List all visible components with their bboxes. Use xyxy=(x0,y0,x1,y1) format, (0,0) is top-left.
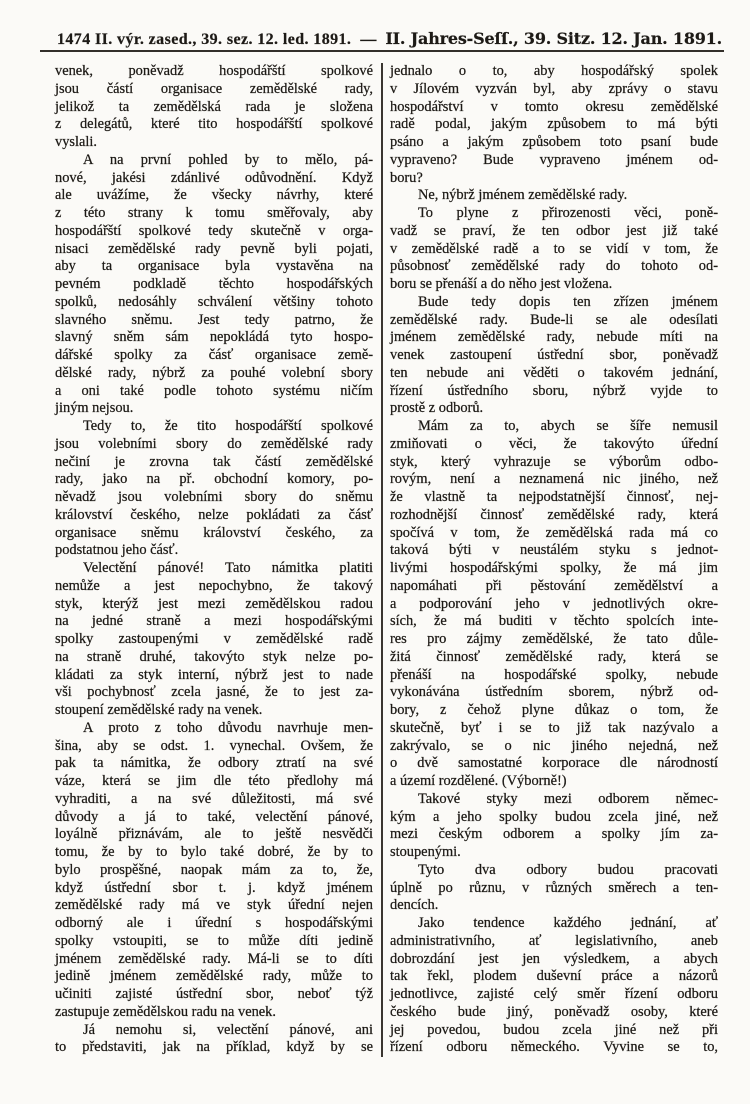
text-line: českého bude jiný, poněvadž osoby, které xyxy=(390,1003,718,1020)
text-line: bory, z čehož plyne důkaz o tom, že xyxy=(390,702,718,718)
paragraph xyxy=(55,418,373,560)
text-line: aby ta organisace byla vystavěna na xyxy=(55,258,373,275)
text-line: dělské rady, nýbrž za pouhé volební sbory xyxy=(55,364,373,381)
text-line: řízení odboru německého. Vyvine se to, xyxy=(390,1039,718,1056)
text-line: a území rozdělené. (Výborně!) xyxy=(390,773,567,789)
text-line: hospodářství v tomto okresu zemědělské xyxy=(390,98,718,115)
text-line: res pro zájmy zemědělské, že tato důle- xyxy=(390,631,718,647)
text-line: Mám za to, abych se šíře nemusil xyxy=(418,418,718,434)
text-line: bylo prospěšné, naopak mám za to, že, xyxy=(55,861,373,878)
text-line: učiniti zajisté ústřední sbor, neboť týž xyxy=(55,986,373,1002)
paragraph xyxy=(390,63,718,187)
text-line: z této strany k tomu směřovaly, aby xyxy=(55,205,373,221)
text-line: že vlastně ta nejpodstatnější činnosť, nej- xyxy=(390,489,718,505)
text-line: organisace sněmu království českého, za xyxy=(55,524,373,541)
text-line: zastupuje zemědělskou radu na venek. xyxy=(55,1003,276,1020)
text-line: království českého, nelze pokládati za čásť xyxy=(55,506,373,523)
text-line: tak řekl, plodem duševní práce a názorů xyxy=(390,968,718,985)
text-line: spolků, nedosáhly schválení většiny tohoto xyxy=(55,293,373,310)
text-line: nisaci zemědělské rady pevně byli pojati, xyxy=(55,240,373,257)
header-german-session-info: II. Jahres-Seſſ., 39. Sitz. 12. Jan. 1891. xyxy=(385,29,722,48)
paragraph xyxy=(55,63,373,152)
text-line: jej povedou, budou zcela jiné než při xyxy=(390,1021,718,1038)
text-line: nečiní je zrovna tak částí zemědělské xyxy=(55,453,373,470)
text-line: jménem zemědělské rady. Má-li se to díti xyxy=(55,950,373,967)
text-line: Bude tedy dopis ten zřízen jménem xyxy=(418,293,718,310)
text-line: úplně po různu, v různých směrech a ten- xyxy=(390,879,718,896)
text-line: vykonávána ústředním sborem, nýbrž od- xyxy=(390,684,718,701)
text-line: sích, že má buditi v těchto spolcích inte- xyxy=(390,613,718,630)
text-line: důvody a já to také, velectění pánové, xyxy=(55,808,373,825)
paragraph xyxy=(390,294,718,418)
text-line: vadž se praví, že ten odbor jest již také xyxy=(390,222,718,239)
text-line: kým a jeho spolky budou zcela jiné, než xyxy=(390,808,718,825)
header-czech-session-info: 1474 II. výr. zased., 39. sez. 12. led. 1891. xyxy=(57,31,352,48)
text-line: kládati za styk interní, nýbrž jest to nade xyxy=(55,666,373,683)
text-line: něvadž jsou volebními sbory do sněmu xyxy=(55,489,373,505)
text-line: napomáhati při pěstování zemědělství a xyxy=(390,577,718,594)
text-line: Velectění pánové! Tato námitka platiti xyxy=(83,560,373,576)
text-line: taková býti v neustálém styku s jednot- xyxy=(390,542,718,559)
text-line: přenáší na hospodářské spolky, nebude xyxy=(390,666,718,683)
text-line: Takové styky mezi odborem němec- xyxy=(418,790,718,807)
text-line: jsou volebními sbory do zemědělské rady xyxy=(55,435,373,452)
text-line: hospodářští spolkové tedy skutečně v orga- xyxy=(55,222,373,239)
text-line: stoupenými. xyxy=(390,844,461,860)
text-line: A proto z toho důvodu navrhuje men- xyxy=(83,719,373,736)
header-rule xyxy=(40,50,724,52)
text-line: a oni také podle tohoto systému ničím xyxy=(55,382,373,399)
text-line: to představiti, jak na příklad, když by se xyxy=(55,1039,373,1056)
text-line: loyálně přiznávám, ale to ještě nesvědči xyxy=(55,826,373,843)
text-line: a podporování jeho v jednotlivých okre- xyxy=(390,595,718,612)
paragraph xyxy=(55,1022,373,1058)
text-line: livými hospodářskými spolky, že má jim xyxy=(390,560,718,576)
text-line: Já nemohu si, velectění pánové, ani xyxy=(83,1021,373,1038)
text-line: žitá činnosť zemědělské rady, která se xyxy=(390,648,718,665)
text-line: zmiňovati o věci, že takovýto úřední xyxy=(390,435,718,452)
paragraph xyxy=(55,720,373,1022)
text-line: jedině jménem zemědělské rady, může to xyxy=(55,968,373,985)
text-line: nemůže a jest nepochybno, že takový xyxy=(55,577,373,594)
text-line: dářské spolky za čásť organisace země- xyxy=(55,347,373,363)
text-line: odborný ale i úřední s hospodářskými xyxy=(55,915,373,931)
text-line: zemědělské rady má ve styk úřední nejen xyxy=(55,897,373,914)
text-line: To plyne z přirozenosti věci, poně- xyxy=(418,205,718,221)
text-line: prostě z odborů. xyxy=(390,400,484,417)
text-line: Ne, nýbrž jménem zemědělské rady. xyxy=(418,187,628,204)
text-line: slavného sněmu. Jest tedy patrno, že xyxy=(55,311,373,328)
text-line: skutečně, byť i se to již tak nazývalo a xyxy=(390,719,718,736)
text-line: boru se přenáší a do něho jest vložena. xyxy=(390,276,613,292)
header-separator-dash: — xyxy=(360,31,377,48)
text-line: vyhraditi, a na své důležitosti, má své xyxy=(55,790,373,807)
text-line: zemědělské rady. Bude-li se ale odesílati xyxy=(390,311,718,328)
page-header xyxy=(57,29,722,49)
paragraph xyxy=(390,791,718,862)
text-line: vši pochybnosť zcela jasné, že to jest za- xyxy=(55,684,373,701)
text-line: stoupení zemědělské rady na venek. xyxy=(55,702,263,718)
text-line: z delegátů, které tito hospodářští spolkové xyxy=(55,116,373,133)
text-line: venek, poněvadž hospodářští spolkové xyxy=(55,63,373,79)
text-line: nové, jakési zdánlivé odůvodnění. Když xyxy=(55,169,373,186)
text-columns xyxy=(55,63,718,1057)
text-line: vyslali. xyxy=(55,134,97,150)
paragraph xyxy=(390,205,718,294)
text-line: tomu, že by to bylo také dobré, že by to xyxy=(55,844,373,860)
text-line: jiným nejsou. xyxy=(55,400,134,417)
paragraph xyxy=(390,418,718,791)
paragraph xyxy=(390,187,718,205)
text-line: v zemědělské radě a to se vidí v tom, že xyxy=(390,240,718,257)
text-line: dobrozdání jest jen výsledkem, a abych xyxy=(390,950,718,967)
paragraph xyxy=(55,560,373,720)
text-line: styk, který vyhrazuje se výborům odbo- xyxy=(390,453,718,470)
text-line: boru? xyxy=(390,169,423,186)
column-divider-rule xyxy=(381,63,383,1057)
text-line: podstatnou jeho čásť. xyxy=(55,542,179,559)
paragraph xyxy=(55,152,373,418)
text-line: venek zastoupení ústřední sbor, poněvadž xyxy=(390,347,718,363)
text-line: řízení ústředního sboru, nýbrž vyjde to xyxy=(390,382,718,399)
text-line: na straně druhé, takovýto styk nelze po- xyxy=(55,648,373,665)
text-line: Tyto dva odbory budou pracovati xyxy=(418,861,718,878)
text-line: spolky zastoupenými v zemědělské radě xyxy=(55,631,373,647)
text-line: A na první pohled by to mělo, pá- xyxy=(83,151,373,168)
text-line: pak ta námitka, že odbory ztratí na své xyxy=(55,755,373,772)
text-line: váze, která se jim dle této předlohy má xyxy=(55,773,373,789)
text-line: psáno a jakým způsobem toto psaní bude xyxy=(390,134,718,150)
text-line: šina, aby se odst. 1. vynechal. Ovšem, že xyxy=(55,737,373,754)
left-text-column xyxy=(55,63,373,1057)
text-line: jelikož ta zemědělská rada je složena xyxy=(55,98,373,115)
text-line: administrativního, ať legislativního, aneb xyxy=(390,932,718,949)
text-line: jednalo o to, aby hospodářský spolek xyxy=(390,63,718,79)
text-line: radě podal, jakým způsobem to má býti xyxy=(390,116,718,133)
text-line: ten nebude ani věděti o takovém jednání, xyxy=(390,364,718,381)
text-line: rovým, není a neznamená nic jiného, než xyxy=(390,471,718,488)
text-line: ale uvážíme, že všecky návrhy, které xyxy=(55,187,373,204)
text-line: vypraveno? Bude vypraveno jménem od- xyxy=(390,151,718,168)
text-line: na jedné straně a mezi hospodářskými xyxy=(55,613,373,630)
text-line: jsou částí organisace zemědělské rady, xyxy=(55,80,373,97)
text-line: rady, jako na př. obchodní komory, po- xyxy=(55,471,373,488)
text-line: zakrývalo, se o nic jiného nejedná, než xyxy=(390,737,718,754)
text-line: o dvě samostatné korporace dle národností xyxy=(390,755,718,772)
text-line: dencích. xyxy=(390,897,439,914)
text-line: spolky vstoupiti, se to může díti jedině xyxy=(55,932,373,949)
text-line: v Jílovém vyzván byl, aby zprávy o stavu xyxy=(390,80,718,97)
text-line: jménem zemědělské rady, nebude míti na xyxy=(390,329,718,346)
text-line: Jako tendence každého jednání, ať xyxy=(418,915,718,931)
text-line: pevném podkladě těchto hospodářských xyxy=(55,276,373,292)
text-line: slavný sněm sám nepokládá tyto hospo- xyxy=(55,329,373,346)
text-line: rozhodnější činnosť zemědělské rady, která xyxy=(390,506,718,523)
text-line: mezi českým odborem a spolky jím za- xyxy=(390,826,718,843)
text-line: styk, kterýž jest mezi zemědělskou radou xyxy=(55,595,373,612)
paragraph xyxy=(390,862,718,915)
paragraph xyxy=(390,915,718,1057)
text-line: působnosť zemědělské rady do tohoto od- xyxy=(390,258,718,275)
text-line: když ústřední sbor t. j. když jménem xyxy=(55,879,373,896)
text-line: jednotlivce, zajisté celý směr řízení odboru xyxy=(390,986,718,1002)
text-line: Tedy to, že tito hospodářští spolkové xyxy=(83,418,373,434)
text-line: spočívá v tom, že zemědělská rada má co xyxy=(390,524,718,541)
right-text-column xyxy=(390,63,718,1057)
